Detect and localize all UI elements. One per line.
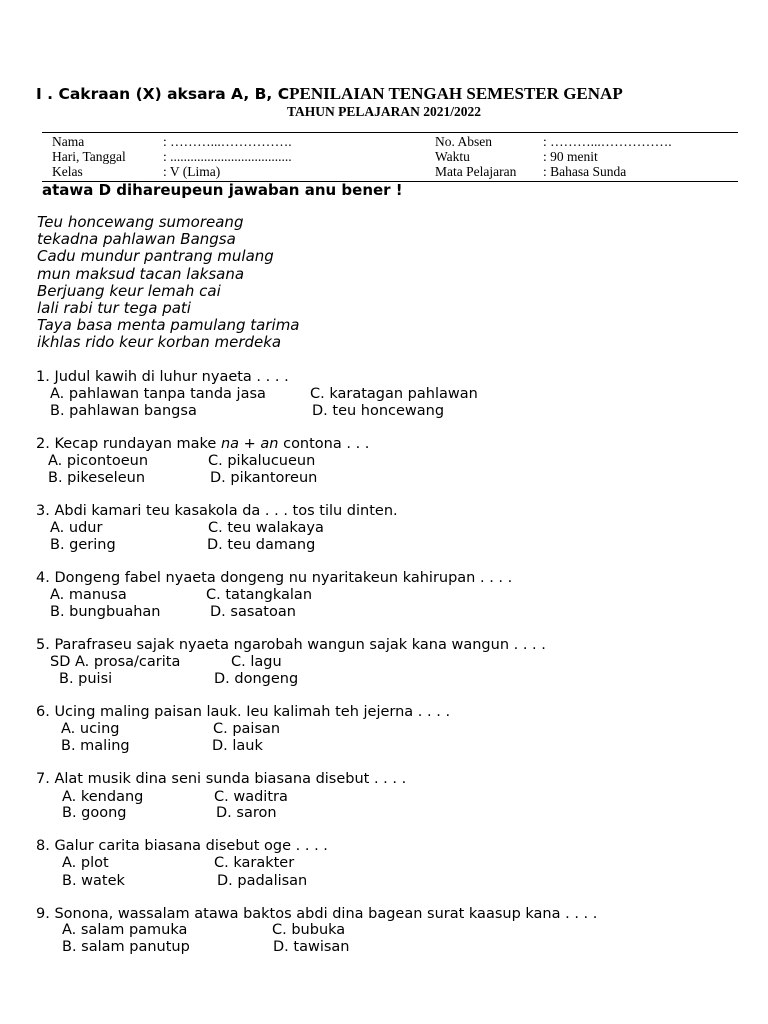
info-label-mapel: Mata Pelajaran bbox=[435, 164, 517, 179]
q2-option-d: D. pikantoreun bbox=[210, 470, 318, 486]
poem-line: ikhlas rido keur korban merdeka bbox=[37, 333, 282, 352]
q2-text-pre: 2. Kecap rundayan make bbox=[36, 436, 221, 452]
q6-option-a: A. ucing bbox=[61, 721, 120, 737]
q2-text-mid: + bbox=[239, 436, 261, 452]
q8-option-c: C. karakter bbox=[214, 855, 295, 871]
q7-option-a: A. kendang bbox=[62, 789, 144, 805]
q2-option-c: C. pikalucueun bbox=[208, 453, 316, 469]
q1-option-b: B. pahlawan bangsa bbox=[50, 403, 197, 419]
q4-option-a: A. manusa bbox=[50, 587, 127, 603]
info-value-hari: : .................................... bbox=[163, 149, 292, 164]
q2-option-b: B. pikeseleun bbox=[48, 470, 146, 486]
poem bbox=[37, 214, 300, 352]
q6-option-b: B. maling bbox=[61, 738, 130, 754]
q7-option-d: D. saron bbox=[216, 805, 277, 821]
poem-line: Cadu mundur pantrang mulang bbox=[37, 247, 274, 266]
q9-option-d: D. tawisan bbox=[273, 939, 350, 955]
info-value-mapel: : Bahasa Sunda bbox=[543, 164, 627, 179]
q3-option-b: B. gering bbox=[50, 537, 116, 553]
poem-line: tekadna pahlawan Bangsa bbox=[37, 230, 236, 249]
info-top-rule bbox=[42, 132, 738, 133]
poem-line: mun maksud tacan laksana bbox=[37, 264, 245, 283]
info-value-absen: : ………...……………. bbox=[543, 134, 672, 149]
exam-subtitle: TAHUN PELAJARAN 2021/2022 bbox=[286, 104, 481, 119]
q7-option-c: C. waditra bbox=[214, 789, 288, 805]
q3-option-c: C. teu walakaya bbox=[208, 520, 324, 536]
info-label-absen: No. Absen bbox=[435, 134, 492, 149]
question-6: 6. Ucing maling paisan lauk. Ieu kalimah teh jejerna . . . . bbox=[36, 704, 451, 720]
info-label-waktu: Waktu bbox=[435, 149, 470, 164]
q6-option-d: D. lauk bbox=[212, 738, 263, 754]
q2-suffix-na: na bbox=[220, 436, 240, 452]
poem-line: Teu honcewang sumoreang bbox=[37, 213, 244, 231]
q8-option-a: A. plot bbox=[62, 855, 109, 871]
info-value-waktu: : 90 menit bbox=[543, 149, 598, 164]
question-1: 1. Judul kawih di luhur nyaeta . . . . bbox=[36, 369, 289, 385]
q5-option-b: B. puisi bbox=[59, 671, 113, 687]
q6-option-c: C. paisan bbox=[213, 721, 281, 737]
info-value-kelas: : V (Lima) bbox=[163, 164, 221, 179]
q9-option-b: B. salam panutup bbox=[62, 939, 190, 955]
q4-option-d: D. sasatoan bbox=[210, 604, 296, 620]
info-label-nama: Nama bbox=[52, 134, 85, 149]
question-5: 5. Parafraseu sajak nyaeta ngarobah wangun sajak kana wangun . . . . bbox=[36, 637, 546, 653]
exam-title: PENILAIAN TENGAH SEMESTER GENAP bbox=[289, 84, 623, 103]
q1-option-c: C. karatagan pahlawan bbox=[310, 386, 478, 402]
q3-option-d: D. teu damang bbox=[207, 537, 316, 553]
q4-option-b: B. bungbuahan bbox=[50, 604, 161, 620]
q5-option-c: C. lagu bbox=[231, 654, 282, 670]
question-9: 9. Sonona, wassalam atawa baktos abdi dina bagean surat kaasup kana . . . . bbox=[36, 906, 598, 922]
q1-option-d: D. teu honcewang bbox=[312, 403, 445, 419]
poem-line: lali rabi tur tega pati bbox=[37, 299, 191, 318]
info-label-hari: Hari, Tanggal bbox=[52, 149, 126, 164]
question-8: 8. Galur carita biasana disebut oge . . . . bbox=[36, 838, 328, 854]
info-label-kelas: Kelas bbox=[52, 164, 83, 179]
q2-option-a: A. picontoeun bbox=[48, 453, 149, 469]
poem-line: Taya basa menta pamulang tarima bbox=[37, 316, 300, 335]
q4-option-c: C. tatangkalan bbox=[206, 587, 313, 603]
question-4: 4. Dongeng fabel nyaeta dongeng nu nyaritakeun kahirupan . . . . bbox=[36, 570, 513, 586]
poem-line: Berjuang keur lemah cai bbox=[37, 281, 221, 300]
q9-option-c: C. bubuka bbox=[272, 922, 346, 938]
question-3: 3. Abdi kamari teu kasakola da . . . tos tilu dinten. bbox=[36, 503, 398, 519]
instruction-text: atawa D dihareupeun jawaban anu bener ! bbox=[42, 181, 403, 199]
info-value-nama: : ………...……………. bbox=[163, 134, 292, 149]
q8-option-b: B. watek bbox=[62, 873, 125, 889]
q2-text-post: contona . . . bbox=[278, 436, 370, 452]
instruction-prefix: I . Cakraan (X) aksara A, B, C bbox=[36, 85, 290, 103]
question-7: 7. Alat musik dina seni sunda biasana disebut . . . . bbox=[36, 771, 407, 787]
q3-option-a: A. udur bbox=[50, 520, 103, 536]
q9-option-a: A. salam pamuka bbox=[62, 922, 188, 938]
q7-option-b: B. goong bbox=[62, 805, 127, 821]
q2-suffix-an: an bbox=[260, 436, 279, 452]
page-title bbox=[36, 84, 623, 104]
q1-option-a: A. pahlawan tanpa tanda jasa bbox=[50, 386, 266, 402]
question-2 bbox=[36, 436, 369, 452]
q5-option-a: SD A. prosa/carita bbox=[50, 654, 181, 670]
q5-option-d: D. dongeng bbox=[214, 671, 299, 687]
q8-option-d: D. padalisan bbox=[217, 873, 308, 889]
